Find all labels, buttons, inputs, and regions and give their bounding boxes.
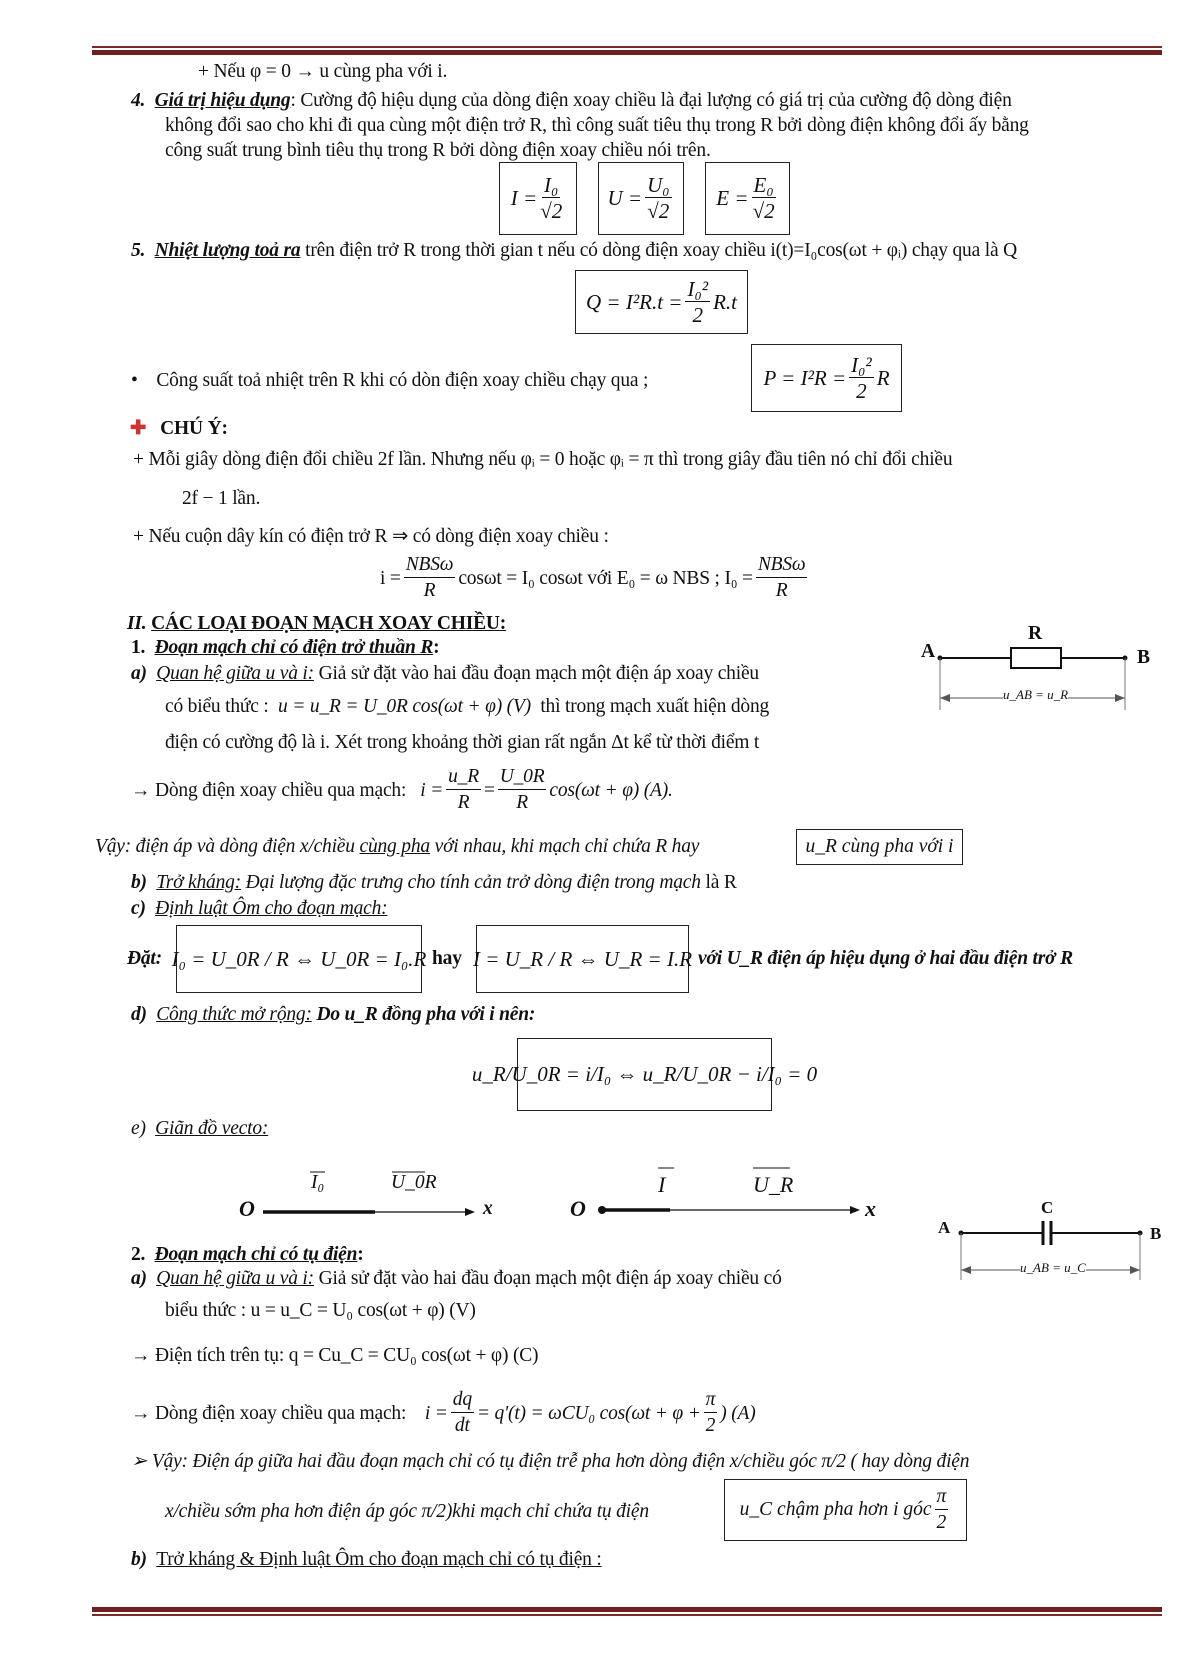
- numerator: I₀²: [687, 276, 709, 301]
- formula-box-Q: [575, 270, 748, 334]
- label: a): [131, 663, 147, 684]
- capacitor-label: C: [1041, 1198, 1054, 1217]
- part-II-heading: [127, 612, 506, 636]
- voltage-label: u_AB = u_C: [1020, 1260, 1086, 1275]
- rest: ) (A): [720, 1402, 756, 1424]
- p2-charge-line: → Điện tích trên tụ: q = Cu_C = CU₀ cos(ωt + φ) (C): [131, 1345, 539, 1366]
- p1-c-line: [131, 897, 387, 921]
- note-heading: [130, 417, 228, 441]
- rhs: R.t: [713, 289, 737, 314]
- conclusion-box: u_R cùng pha với i: [796, 829, 963, 865]
- section-4-line2: không đổi sao cho khi đi qua cùng một điện trở R, thì công suất tiêu thụ trong R bởi dòng điện không đổi ấy bằng: [165, 115, 1029, 136]
- lhs: P = I²R =: [763, 365, 847, 390]
- ohm-box-peak: I₀ = U_0R / R ⇔ U_0R = I₀.R: [176, 925, 422, 993]
- title: Quan hệ giữa u và i:: [156, 1268, 314, 1289]
- plus-marker-icon: ✚: [130, 418, 147, 439]
- p1-a-current: → Dòng điện xoay chiều qua mạch: i = $\frac{u\_R}{R}$ = $\frac{U\_0R}{R}$ cos(ωt + φ) (A).: [131, 765, 673, 816]
- note-line1: + Mỗi giây dòng điện đổi chiều 2f lần. Nhưng nếu φᵢ = 0 hoặc φᵢ = π thì trong giây đầu tiên nó chỉ đổi chiều: [133, 449, 953, 470]
- title: Đoạn mạch chỉ có tụ điện: [154, 1244, 358, 1265]
- text: Vậy: điện áp và dòng điện x/chiều: [95, 836, 360, 857]
- hay-label: hay: [432, 948, 462, 969]
- ohm-explanation: với U_R điện áp hiệu dụng ở hai đầu điện trở R: [698, 948, 1073, 969]
- denominator: dt: [454, 1415, 470, 1436]
- numerator: I₀: [544, 173, 559, 197]
- numerator: NBSω: [404, 553, 456, 578]
- lhs: i =: [424, 1402, 448, 1424]
- text: với nhau, khi mạch chỉ chứa R hay: [429, 836, 700, 857]
- title: Trở kháng:: [156, 872, 241, 893]
- header-rule: [92, 46, 1162, 48]
- text: Đại lượng đặc trưng cho tính cản trở dòng điện trong mạch: [241, 872, 701, 893]
- label: c): [131, 898, 146, 919]
- denominator: R: [457, 792, 470, 813]
- rhs: R: [876, 365, 890, 390]
- denominator: 2: [936, 1511, 947, 1533]
- p2-conclusion-line2: x/chiều sớm pha hơn điện áp góc π/2)khi mạch chỉ chứa tụ điện: [165, 1501, 649, 1522]
- subsection-2-heading: 2. Đoạn mạch chỉ có tụ điện:: [131, 1244, 364, 1265]
- axis-label: x: [865, 1196, 876, 1221]
- capacitor-circuit-diagram: [935, 1198, 1170, 1288]
- denominator: R: [775, 580, 788, 601]
- p1-conclusion: [95, 835, 699, 859]
- text: Do u_R đồng pha với i nên:: [311, 1004, 536, 1025]
- text: Công suất toả nhiệt trên R khi có dòn điện xoay chiều chạy qua ;: [156, 370, 649, 391]
- p2-a-line1: [131, 1267, 782, 1291]
- middle: cosωt = I₀ cosωt với E₀ = ω NBS ; I₀ =: [458, 567, 753, 589]
- p1-a-line1: [131, 662, 759, 686]
- number: 1.: [131, 637, 146, 658]
- vector-axis: [235, 1160, 505, 1230]
- footer-rule: [92, 1614, 1162, 1616]
- p1-e-line: [131, 1117, 268, 1141]
- node-b-label: B: [1137, 647, 1151, 668]
- numerator: U₀: [647, 173, 670, 197]
- numerator: u_R: [446, 765, 481, 790]
- formula-box-E: [705, 162, 790, 235]
- note-title: CHÚ Ý:: [160, 418, 228, 439]
- ohm-box-rms: I = U_R / R ⇔ U_R = I.R: [476, 925, 689, 993]
- voltage-label: u_AB = u_R: [1003, 687, 1069, 702]
- numerator: dq: [451, 1388, 474, 1413]
- current-vector-label: I: [658, 1172, 666, 1197]
- footer-rule-thick: [92, 1607, 1162, 1612]
- axis-label: x: [483, 1198, 493, 1219]
- section-5-line: [131, 239, 1017, 263]
- label: a): [131, 1268, 147, 1289]
- p2-conclusion-box: [724, 1479, 967, 1541]
- header-rule-thick: [92, 50, 1162, 55]
- text: : Cường độ hiệu dụng của dòng điện xoay chiều là đại lượng có giá trị của cường độ dòng điện: [290, 90, 1012, 111]
- vector-diagram-2: [570, 1160, 890, 1230]
- voltage-vector-label: U_0R: [391, 1172, 437, 1193]
- p2-current-line: [131, 1388, 756, 1439]
- label: b): [131, 1549, 147, 1570]
- middle: = q'(t) = ωCU₀ cos(ωt + φ +: [476, 1402, 701, 1424]
- origin-label: O: [570, 1196, 586, 1221]
- rest: cos(ωt + φ) (A).: [549, 779, 673, 801]
- resistor-label: R: [1028, 623, 1043, 644]
- node-b-label: B: [1150, 1224, 1162, 1243]
- text: thì trong mạch xuất hiện dòng: [540, 696, 770, 717]
- phase-note: + Nếu φ = 0 → u cùng pha với i.: [198, 61, 448, 82]
- note-line2: 2f − 1 lần.: [182, 488, 261, 509]
- title: Định luật Ôm cho đoạn mạch:: [155, 898, 388, 919]
- current-vector-label: I₀: [311, 1172, 325, 1193]
- text: → Dòng điện xoay chiều qua mạch:: [131, 1402, 407, 1424]
- text: Giả sử đặt vào hai đầu đoạn mạch một điện áp xoay chiều: [313, 663, 759, 684]
- numerator: I₀²: [851, 352, 872, 377]
- vector-diagram-1: [235, 1160, 505, 1230]
- lhs: i =: [420, 779, 444, 801]
- numerator: NBSω: [756, 553, 808, 578]
- section-number: 4.: [131, 90, 146, 111]
- denominator: 2: [705, 1415, 716, 1436]
- lhs: U =: [607, 186, 643, 210]
- title: Quan hệ giữa u và i:: [156, 663, 314, 684]
- title: Trở kháng & Định luật Ôm cho đoạn mạch chỉ có tụ điện :: [156, 1549, 602, 1570]
- p2-a-line2: biểu thức : u = u_C = U₀ cos(ωt + φ) (V): [165, 1300, 476, 1321]
- voltage-vector-label: U_R: [753, 1172, 794, 1197]
- subsection-1-heading: 1. Đoạn mạch chỉ có điện trở thuần R:: [131, 637, 440, 658]
- denominator: √2: [540, 199, 563, 223]
- resistor-circuit-diagram: [915, 625, 1155, 715]
- denominator: √2: [647, 199, 670, 223]
- lhs: i =: [380, 567, 401, 589]
- text: Giả sử đặt vào hai đầu đoạn mạch một điện áp xoay chiều có: [313, 1268, 782, 1289]
- denominator: 2: [692, 302, 704, 327]
- formula-box-P: [751, 344, 902, 412]
- note-line3: + Nếu cuộn dây kín có điện trở R ⇒ có dòng điện xoay chiều :: [133, 526, 609, 547]
- title: Giãn đồ vecto:: [155, 1118, 269, 1139]
- formula: u = u_R = U_0R cos(ωt + φ) (V): [277, 696, 531, 717]
- title: Đoạn mạch chỉ có điện trở thuần R: [154, 637, 434, 658]
- text: là R: [700, 872, 737, 893]
- section-number: 5.: [131, 240, 146, 261]
- text: có biểu thức :: [165, 696, 269, 717]
- label: d): [131, 1004, 147, 1025]
- extended-formula-box: u_R/U_0R = i/I₀ ⇔ u_R/U_0R − i/I₀ = 0: [517, 1038, 772, 1111]
- section-title: Giá trị hiệu dụng: [154, 90, 291, 111]
- lhs: E =: [716, 186, 749, 210]
- label: b): [131, 872, 147, 893]
- p2-conclusion-line1: ➢ Vậy: Điện áp giữa hai đầu đoạn mạch chỉ có tụ điện trễ pha hơn dòng điện x/chiều góc π/2 ( hay dòng điện: [131, 1451, 970, 1472]
- denominator: √2: [752, 199, 775, 223]
- label: e): [131, 1118, 146, 1139]
- p1-d-line: [131, 1003, 535, 1027]
- section-4-line1: [131, 89, 1012, 113]
- numerator: E₀: [753, 173, 774, 197]
- p1-b-line: [131, 871, 737, 895]
- section-title: Nhiệt lượng toả ra: [154, 240, 301, 261]
- coil-formula: [380, 553, 810, 604]
- denominator: 2: [856, 378, 867, 403]
- denominator: R: [516, 792, 528, 813]
- text: trên điện trở R trong thời gian t nếu có dòng điện xoay chiều i(t)=I₀cos(ωt + φᵢ) chạy qua là Q: [300, 240, 1017, 261]
- formula-box-U: [598, 162, 684, 235]
- number: 2.: [131, 1244, 146, 1265]
- section-4-line3: công suất trung bình tiêu thụ trong R bởi dòng điện xoay chiều nói trên.: [165, 140, 711, 161]
- text: cùng pha: [359, 836, 430, 857]
- vector-axis: [570, 1160, 890, 1230]
- numerator: U_0R: [498, 765, 547, 790]
- dat-label: Đặt:: [127, 948, 162, 969]
- p1-a-line2: [165, 695, 769, 719]
- bullet-line: [131, 369, 648, 393]
- title: Công thức mở rộng:: [156, 1004, 312, 1025]
- origin-label: O: [239, 1196, 255, 1221]
- numerator: π: [704, 1388, 718, 1413]
- p1-a-line3: điện có cường độ là i. Xét trong khoảng thời gian rất ngắn Δt kể từ thời điểm t: [165, 732, 760, 753]
- denominator: R: [423, 580, 436, 601]
- p2-b-line: [131, 1548, 602, 1572]
- node-a-label: A: [921, 641, 936, 662]
- part-title: CÁC LOẠI ĐOẠN MẠCH XOAY CHIỀU:: [151, 613, 507, 634]
- numerator: π: [935, 1485, 949, 1510]
- lhs: I =: [510, 186, 538, 210]
- bullet-icon: •: [131, 370, 138, 391]
- lhs: Q = I²R.t =: [586, 289, 683, 314]
- formula-box-I: [499, 162, 577, 235]
- part-number: II.: [127, 613, 147, 634]
- node-a-label: A: [938, 1218, 951, 1237]
- text: u_C chậm pha hơn i góc: [739, 1499, 932, 1520]
- text: → Dòng điện xoay chiều qua mạch:: [131, 779, 407, 801]
